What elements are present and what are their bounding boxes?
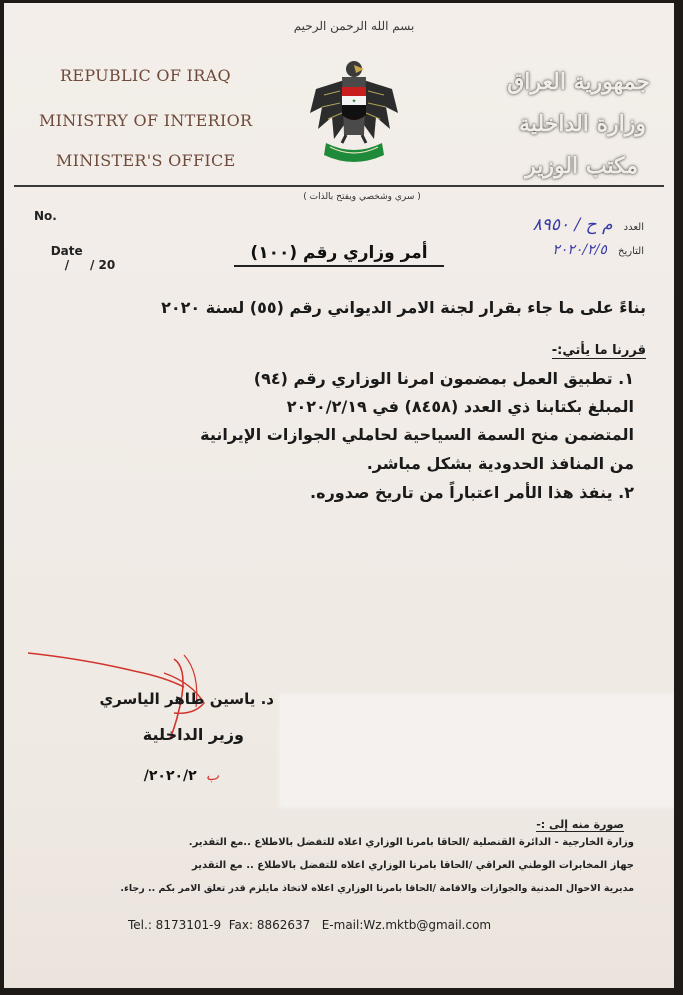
document-page — [4, 3, 674, 988]
copies-line-3: مديرية الاحوال المدنية والجوازات والاقامة /الحاقا بامرنا الوزاري اعلاه لاتخاذ مايلزم قدر تعلق الامر بكم .. رجاء. — [120, 883, 634, 894]
signature-date-row — [144, 765, 219, 784]
reference-date-label: Date — [50, 244, 83, 258]
header-english-line-3: MINISTER'S OFFICE — [56, 151, 236, 170]
reference-number-row — [533, 215, 644, 235]
reference-date-ar-label: التاريخ — [618, 246, 644, 257]
copies-line-1: وزارة الخارجية - الدائرة القنصلية /الحاقا بامرنا الوزاري اعلاه للتفضل بالاطلاع ..مع التقدير. — [188, 837, 634, 848]
reference-date-ar-value: ٢٠٢٠/٢/٥ — [552, 242, 607, 258]
basmala: بسم الله الرحمن الرحيم — [293, 19, 415, 33]
header-english-line-1: REPUBLIC OF IRAQ — [60, 66, 231, 85]
redacted-area — [279, 693, 674, 808]
signature-date: ٢٠٢٠/٢/ — [143, 768, 197, 784]
order-line-5: ٢. ينفذ هذا الأمر اعتباراً من تاريخ صدوره. — [310, 483, 634, 502]
reference-date-row — [34, 230, 115, 286]
reference-number-value: م ح / ٨٩٥٠ — [532, 215, 613, 235]
footer-contact: Tel.: 8173101-9 Fax: 8862637 E-mail:Wz.mktb@gmail.com — [128, 918, 492, 932]
order-decided-heading: قررنا ما يأتي:- — [551, 343, 646, 358]
reference-date-ar-row — [552, 239, 644, 258]
order-line-2: المبلغ بكتابنا ذي العدد (٨٤٥٨) في ٢٠٢٠/٢/١٩ — [286, 397, 634, 416]
header-arabic-line-1: جمهورية العراق — [507, 69, 650, 95]
signatory-position: وزير الداخلية — [142, 725, 244, 744]
order-line-4: من المنافذ الحدودية بشكل مباشر. — [366, 454, 634, 473]
reference-date-value: / / 20 — [64, 258, 116, 272]
order-preamble: بناءً على ما جاء بقرار لجنة الامر الديواني رقم (٥٥) لسنة ٢٠٢٠ — [161, 298, 646, 317]
header-arabic-line-3: مكتب الوزير — [525, 153, 638, 179]
reference-no-label: No. — [34, 209, 57, 223]
order-title: أمر وزاري رقم (١٠٠) — [234, 243, 444, 267]
signature-date-mark: ب — [205, 768, 219, 784]
copies-line-2: جهاز المخابرات الوطني العراقي /الحاقا بامرنا الوزاري اعلاه للتفضل بالاطلاع .. مع التقدير — [192, 860, 634, 871]
header-divider — [14, 185, 664, 187]
header-english-line-2: MINISTRY OF INTERIOR — [39, 111, 253, 130]
svg-text:✦: ✦ — [351, 98, 357, 105]
classification-note: ( سري وشخصي ويفتح بالذات ) — [303, 192, 421, 202]
reference-number-label: العدد — [623, 222, 644, 233]
header-arabic-line-2: وزارة الداخلية — [519, 111, 646, 137]
order-line-1: ١. تطبيق العمل بمضمون امرنا الوزاري رقم (٩٤) — [253, 369, 634, 388]
order-line-3: المتضمن منح السمة السياحية لحاملي الجوازات الإيرانية — [200, 425, 634, 444]
signatory-name: د. ياسين طاهر الياسري — [99, 690, 274, 708]
iraq-eagle-emblem-icon — [304, 51, 404, 169]
copies-heading: صورة منه إلى :- — [536, 818, 624, 831]
